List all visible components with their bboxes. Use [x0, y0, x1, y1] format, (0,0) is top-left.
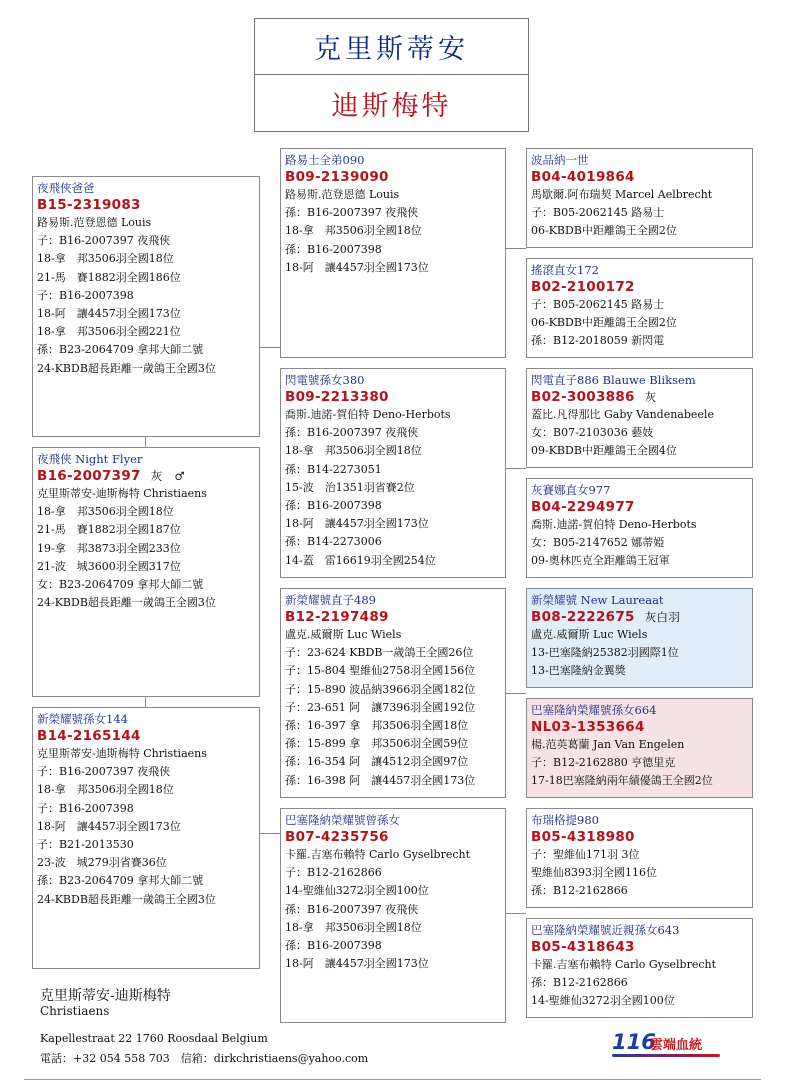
bird-name: 灰賽娜直女977	[531, 483, 611, 497]
record-line: 子：B16-2007398	[37, 801, 134, 815]
record-line: 孫：B16-2007397 夜飛俠	[285, 206, 419, 220]
record-line: 21-馬 賽1882羽全國186位	[37, 270, 181, 284]
record-line: 23-波 城279羽省賽36位	[37, 856, 167, 870]
record-line: 卡羅.吉塞布賴特 Carlo Gyselbrecht	[285, 848, 471, 861]
pedigree-subtitle-box	[254, 74, 529, 132]
bird-name: 閃電號孫女380	[285, 373, 365, 387]
record-line: 卡羅.吉塞布賴特 Carlo Gyselbrecht	[531, 958, 717, 971]
ring-number: B04-4019864	[531, 169, 635, 185]
bird-name: 布瑞格提980	[531, 813, 599, 827]
ring-number: B07-4235756	[285, 829, 389, 845]
record-line: 24-KBDB超長距離一歲鴿王全國3位	[37, 892, 216, 906]
record-line: 女：B07-2103036 藝妓	[531, 426, 654, 440]
record-line: 子：23-624 KBDB一歲鴿王全國26位	[285, 646, 474, 660]
record-line: 18-拿 邦3506羽全國221位	[37, 325, 181, 339]
record-line: 孫：B12-2162866	[531, 976, 628, 990]
connector-line	[145, 437, 146, 447]
record-line: 09-奧林匹克全距離鴿王冠軍	[531, 554, 670, 568]
logo-number: 116	[612, 1030, 656, 1054]
ring-number: B05-4318643	[531, 939, 635, 955]
record-line: 子：B16-2007397 夜飛俠	[37, 765, 171, 779]
record-line: 18-拿 邦3506羽全國18位	[285, 224, 422, 238]
record-line: 18-拿 邦3506羽全國18位	[285, 920, 422, 934]
bird-name: 搖滾直女172	[531, 263, 599, 277]
record-line: 聖維仙8393羽全國116位	[531, 866, 657, 880]
record-line: 14-聖維仙3272羽全國100位	[285, 884, 429, 898]
record-line: 喬斯.迪諾-賀伯特 Deno-Herbots	[285, 408, 451, 421]
bird-name: 新榮耀號 New Laureaat	[531, 593, 664, 607]
connector-line	[506, 248, 526, 249]
record-line: 14-聖維仙3272羽全國100位	[531, 994, 675, 1008]
record-line: 女：B23-2064709 拿邦大師二號	[37, 578, 204, 592]
ring-number: B16-2007397 灰 ♂	[37, 468, 185, 484]
bird-name: 巴塞隆納榮耀號孫女664	[531, 703, 657, 717]
record-line: 孫：B16-2007397 夜飛俠	[285, 426, 419, 440]
pedigree-card-ggd-1	[526, 258, 753, 358]
pedigree-card-ggs-2	[526, 368, 753, 468]
pedigree-card-subject	[32, 447, 260, 697]
record-line: 18-阿 讓4457羽全國173位	[37, 819, 181, 833]
record-line: 子：B16-2007397 夜飛俠	[37, 234, 171, 248]
record-line: 孫：B16-2007398	[285, 499, 382, 513]
bird-name: 波品納一世	[531, 153, 589, 167]
record-line: 15-波 治1351羽省賽2位	[285, 480, 415, 494]
pedigree-card-granddam-maternal	[280, 808, 506, 1023]
pedigree-card-ggs-1	[526, 148, 753, 248]
record-line: 子：B05-2062145 路易士	[531, 298, 665, 311]
record-line: 18-拿 邦3506羽全國18位	[285, 444, 422, 458]
record-line: 子：15-804 聖維仙2758羽全國156位	[285, 664, 476, 678]
color-sex: 灰白羽	[644, 610, 681, 624]
color-sex: 灰	[644, 390, 657, 404]
record-line: 子：聖維仙171羽 3位	[531, 848, 640, 861]
record-line: 19-拿 邦3873羽全國233位	[37, 541, 181, 555]
record-line: 孫：16-354 阿 讓4512羽全國97位	[285, 755, 469, 769]
record-line: 孫：B12-2018059 新閃電	[531, 334, 665, 348]
footer-contact: 電話：+32 054 558 703 信箱：dirkchristiaens@yahoo.com	[40, 1052, 369, 1065]
record-line: 路易斯.范登恩德 Louis	[285, 188, 400, 201]
bird-name: 閃電直子886 Blauwe Bliksem	[531, 373, 696, 387]
pedigree-title: 克里斯蒂安	[314, 34, 469, 65]
bird-name: 新榮耀號孫女144	[37, 712, 128, 726]
pedigree-card-ggd-3	[526, 698, 753, 798]
connector-line	[260, 833, 280, 834]
footer-owner-en: Christiaens	[40, 1004, 110, 1018]
pedigree-card-ggs-3	[526, 588, 753, 688]
record-line: 克里斯蒂安-迪斯梅特 Christiaens	[37, 747, 207, 760]
record-line: 18-阿 讓4457羽全國173位	[285, 517, 429, 531]
record-line: 21-馬 賽1882羽全國187位	[37, 523, 181, 537]
ring-number: B15-2319083	[37, 197, 141, 213]
record-line: 18-阿 讓4457羽全國173位	[285, 957, 429, 971]
ring-number: B09-2213380	[285, 389, 389, 405]
bird-name: 路易士全弟090	[285, 153, 365, 167]
record-line: 18-拿 邦3506羽全國18位	[37, 783, 174, 797]
record-line: 孫：16-398 阿 讓4457羽全國173位	[285, 773, 476, 787]
record-line: 孫：B16-2007398	[285, 242, 382, 256]
record-line: 18-阿 讓4457羽全國173位	[285, 260, 429, 274]
record-line: 孫：B16-2007398	[285, 939, 382, 953]
pedigree-card-ggs-4	[526, 808, 753, 908]
ring-number: B02-2100172	[531, 279, 635, 295]
record-line: 子：B05-2062145 路易士	[531, 206, 665, 220]
pedigree-subtitle: 迪斯梅特	[331, 90, 452, 122]
ring-number: B08-2222675 灰白羽	[531, 609, 681, 625]
logo-text: 雲端血統	[650, 1038, 703, 1053]
bottom-divider	[24, 1079, 761, 1080]
record-line: 蓋比.凡得那比 Gaby Vandenabeele	[531, 408, 714, 421]
record-line: 盧克.威爾斯 Luc Wiels	[531, 628, 648, 641]
record-line: 克里斯蒂安-迪斯梅特 Christiaens	[37, 487, 207, 500]
ring-number: NL03-1353664	[531, 719, 645, 735]
ring-number: B02-3003886 灰	[531, 389, 657, 405]
pedigree-card-dam	[32, 707, 260, 969]
connector-line	[145, 697, 146, 707]
record-line: 18-拿 邦3506羽全國18位	[37, 252, 174, 266]
record-line: 21-波 城3600羽全國317位	[37, 559, 181, 573]
record-line: 楊.范英葛蘭 Jan Van Engelen	[531, 738, 685, 751]
pedigree-title-box	[254, 18, 529, 74]
pedigree-card-grandsire-paternal	[280, 148, 506, 358]
record-line: 孫：B23-2064709 拿邦大師二號	[37, 874, 204, 888]
record-line: 馬歇爾.阿布瑞契 Marcel Aelbrecht	[531, 188, 713, 201]
record-line: 子：15-890 波品納3966羽全國182位	[285, 682, 476, 696]
bird-name: 巴塞隆納榮耀號近親孫女643	[531, 923, 680, 937]
connector-line	[260, 347, 280, 348]
record-line: 子：23-651 阿 讓7396羽全國192位	[285, 700, 476, 714]
color-sex: 灰 ♂	[150, 469, 185, 483]
connector-line	[506, 693, 526, 694]
record-line: 18-拿 邦3506羽全國18位	[37, 505, 174, 519]
record-line: 孫：B23-2064709 拿邦大師二號	[37, 343, 204, 357]
record-line: 14-蓋 雷16619羽全國254位	[285, 553, 436, 567]
footer-address: Kapellestraat 22 1760 Roosdaal Belgium	[40, 1032, 268, 1045]
record-line: 17-18巴塞隆納兩年績優鴿王全國2位	[531, 774, 713, 788]
pedigree-card-sire	[32, 176, 260, 437]
ring-number: B12-2197489	[285, 609, 389, 625]
bird-name: 夜飛俠爸爸	[37, 181, 95, 195]
record-line: 女：B05-2147652 娜蒂婭	[531, 536, 665, 550]
record-line: 18-阿 讓4457羽全國173位	[37, 307, 181, 321]
ring-number: B04-2294977	[531, 499, 635, 515]
bird-name: 夜飛俠 Night Flyer	[37, 452, 143, 466]
ring-number: B09-2139090	[285, 169, 389, 185]
ring-number: B05-4318980	[531, 829, 635, 845]
record-line: 13-巴塞隆納金翼獎	[531, 664, 626, 678]
pedigree-card-grandsire-maternal	[280, 588, 506, 798]
record-line: 24-KBDB超長距離一歲鴿王全國3位	[37, 596, 216, 610]
record-line: 盧克.威爾斯 Luc Wiels	[285, 628, 402, 641]
pedigree-card-ggd-4	[526, 918, 753, 1018]
bird-name: 巴塞隆納榮耀號曾孫女	[285, 813, 400, 827]
pedigree-card-granddam-paternal	[280, 368, 506, 578]
record-line: 孫：B14-2273051	[285, 462, 382, 476]
record-line: 子：B12-2162866	[285, 866, 382, 880]
record-line: 09-KBDB中距離鴿王全國4位	[531, 444, 677, 458]
record-line: 24-KBDB超長距離一歲鴿王全國3位	[37, 361, 216, 375]
record-line: 子：B16-2007398	[37, 288, 134, 302]
record-line: 孫：B14-2273006	[285, 535, 382, 549]
connector-line	[506, 913, 526, 914]
record-line: 06-KBDB中距離鴿王全國2位	[531, 224, 677, 238]
record-line: 06-KBDB中距離鴿王全國2位	[531, 316, 677, 330]
record-line: 路易斯.范登恩德 Louis	[37, 216, 152, 229]
ring-number: B14-2165144	[37, 728, 141, 744]
record-line: 孫：B12-2162866	[531, 884, 628, 898]
record-line: 孫：B16-2007397 夜飛俠	[285, 902, 419, 916]
record-line: 13-巴塞隆納25382羽國際1位	[531, 646, 679, 660]
logo-swoosh-icon	[612, 1054, 720, 1057]
record-line: 子：B12-2162880 亨德里克	[531, 756, 676, 770]
connector-line	[506, 468, 526, 469]
record-line: 孫：15-899 拿 邦3506羽全國59位	[285, 737, 469, 751]
record-line: 喬斯.迪諾-賀伯特 Deno-Herbots	[531, 518, 697, 531]
bird-name: 新榮耀號直子489	[285, 593, 376, 607]
footer-owner: 克里斯蒂安-迪斯梅特	[40, 988, 171, 1004]
brand-logo	[612, 1030, 722, 1060]
record-line: 子：B21-2013530	[37, 838, 134, 852]
pedigree-card-ggd-2	[526, 478, 753, 578]
record-line: 孫：16-397 拿 邦3506羽全國18位	[285, 719, 469, 733]
